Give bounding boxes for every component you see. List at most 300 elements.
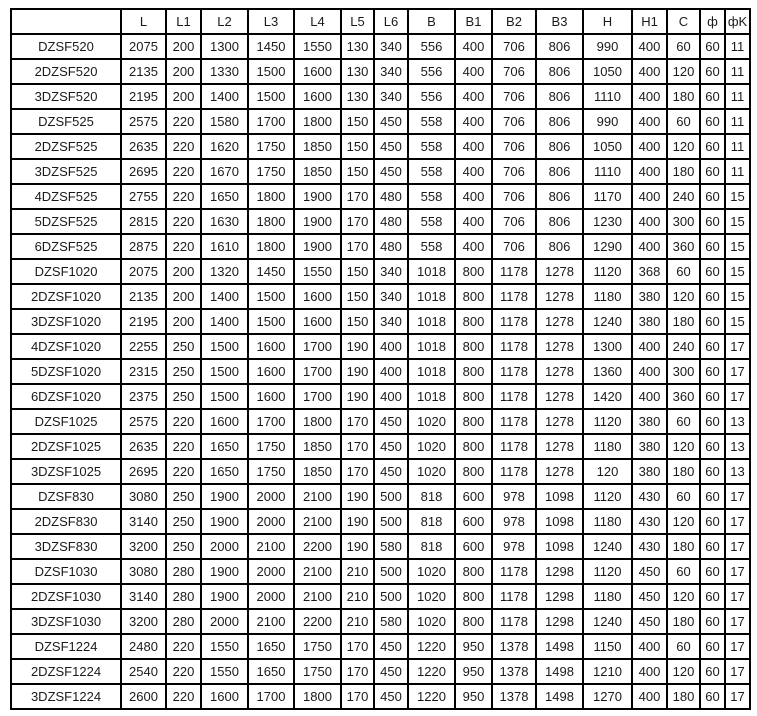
value-cell: 2100 — [248, 609, 294, 634]
value-cell: 60 — [700, 334, 725, 359]
value-cell: 600 — [455, 484, 492, 509]
value-cell: 1450 — [248, 259, 294, 284]
value-cell: 500 — [374, 559, 408, 584]
value-cell: 1378 — [492, 684, 536, 709]
value-cell: 450 — [374, 434, 408, 459]
value-cell: 806 — [536, 59, 583, 84]
value-cell: 1180 — [583, 284, 632, 309]
value-cell: 1400 — [201, 284, 248, 309]
table-row — [11, 184, 750, 209]
value-cell: 120 — [583, 459, 632, 484]
value-cell: 1650 — [201, 434, 248, 459]
value-cell: 1500 — [201, 384, 248, 409]
value-cell: 1180 — [583, 509, 632, 534]
value-cell: 1018 — [408, 384, 455, 409]
value-cell: 706 — [492, 34, 536, 59]
value-cell: 1600 — [248, 384, 294, 409]
value-cell: 400 — [455, 134, 492, 159]
value-cell: 1750 — [294, 659, 341, 684]
value-cell: 60 — [700, 34, 725, 59]
value-cell: 2575 — [121, 109, 166, 134]
value-cell: 220 — [166, 659, 201, 684]
value-cell: 1278 — [536, 409, 583, 434]
value-cell: 130 — [341, 59, 374, 84]
value-cell: 180 — [667, 534, 700, 559]
value-cell: 2695 — [121, 459, 166, 484]
value-cell: 380 — [632, 459, 667, 484]
value-cell: 1900 — [201, 509, 248, 534]
column-header: B — [408, 9, 455, 34]
value-cell: 17 — [725, 634, 750, 659]
value-cell: 400 — [632, 109, 667, 134]
value-cell: 400 — [374, 334, 408, 359]
value-cell: 130 — [341, 84, 374, 109]
value-cell: 400 — [632, 159, 667, 184]
value-cell: 2755 — [121, 184, 166, 209]
value-cell: 60 — [667, 634, 700, 659]
value-cell: 706 — [492, 209, 536, 234]
value-cell: 2480 — [121, 634, 166, 659]
value-cell: 220 — [166, 434, 201, 459]
value-cell: 1110 — [583, 84, 632, 109]
value-cell: 60 — [700, 459, 725, 484]
value-cell: 1098 — [536, 509, 583, 534]
value-cell: 280 — [166, 559, 201, 584]
value-cell: 1600 — [248, 359, 294, 384]
value-cell: 60 — [667, 559, 700, 584]
table-row — [11, 34, 750, 59]
value-cell: 240 — [667, 184, 700, 209]
value-cell: 1020 — [408, 459, 455, 484]
value-cell: 1650 — [201, 459, 248, 484]
value-cell: 1850 — [294, 134, 341, 159]
table-row — [11, 509, 750, 534]
value-cell: 1298 — [536, 559, 583, 584]
value-cell: 150 — [341, 109, 374, 134]
value-cell: 1298 — [536, 584, 583, 609]
table-row — [11, 234, 750, 259]
value-cell: 1178 — [492, 334, 536, 359]
value-cell: 11 — [725, 109, 750, 134]
value-cell: 1498 — [536, 634, 583, 659]
table-row — [11, 284, 750, 309]
value-cell: 1580 — [201, 109, 248, 134]
value-cell: 400 — [632, 684, 667, 709]
value-cell: 450 — [374, 659, 408, 684]
model-cell: 2DZSF1030 — [11, 584, 121, 609]
value-cell: 11 — [725, 84, 750, 109]
value-cell: 400 — [455, 234, 492, 259]
value-cell: 1900 — [201, 559, 248, 584]
value-cell: 1800 — [294, 409, 341, 434]
table-row — [11, 659, 750, 684]
value-cell: 400 — [632, 334, 667, 359]
value-cell: 2315 — [121, 359, 166, 384]
value-cell: 806 — [536, 159, 583, 184]
value-cell: 200 — [166, 59, 201, 84]
value-cell: 11 — [725, 134, 750, 159]
value-cell: 1750 — [248, 134, 294, 159]
value-cell: 400 — [632, 234, 667, 259]
value-cell: 2540 — [121, 659, 166, 684]
value-cell: 60 — [700, 359, 725, 384]
value-cell: 60 — [700, 284, 725, 309]
table-row — [11, 384, 750, 409]
column-header: H1 — [632, 9, 667, 34]
value-cell: 1600 — [294, 84, 341, 109]
value-cell: 800 — [455, 434, 492, 459]
value-cell: 120 — [667, 134, 700, 159]
value-cell: 1850 — [294, 459, 341, 484]
value-cell: 60 — [667, 409, 700, 434]
value-cell: 450 — [632, 609, 667, 634]
value-cell: 950 — [455, 659, 492, 684]
value-cell: 60 — [667, 34, 700, 59]
value-cell: 800 — [455, 334, 492, 359]
value-cell: 60 — [700, 559, 725, 584]
value-cell: 120 — [667, 659, 700, 684]
value-cell: 60 — [700, 259, 725, 284]
value-cell: 500 — [374, 484, 408, 509]
value-cell: 1500 — [248, 309, 294, 334]
value-cell: 1298 — [536, 609, 583, 634]
table-row — [11, 484, 750, 509]
value-cell: 180 — [667, 609, 700, 634]
value-cell: 1750 — [248, 434, 294, 459]
value-cell: 1900 — [201, 484, 248, 509]
value-cell: 2100 — [294, 584, 341, 609]
value-cell: 800 — [455, 259, 492, 284]
value-cell: 380 — [632, 409, 667, 434]
value-cell: 480 — [374, 234, 408, 259]
value-cell: 130 — [341, 34, 374, 59]
value-cell: 800 — [455, 459, 492, 484]
model-cell: 2DZSF1224 — [11, 659, 121, 684]
model-cell: DZSF830 — [11, 484, 121, 509]
value-cell: 450 — [374, 159, 408, 184]
value-cell: 280 — [166, 609, 201, 634]
value-cell: 558 — [408, 109, 455, 134]
value-cell: 380 — [632, 284, 667, 309]
value-cell: 1210 — [583, 659, 632, 684]
value-cell: 1498 — [536, 659, 583, 684]
value-cell: 1018 — [408, 334, 455, 359]
table-row — [11, 559, 750, 584]
table-row — [11, 59, 750, 84]
value-cell: 17 — [725, 559, 750, 584]
value-cell: 2635 — [121, 434, 166, 459]
value-cell: 1220 — [408, 659, 455, 684]
value-cell: 170 — [341, 184, 374, 209]
value-cell: 180 — [667, 84, 700, 109]
value-cell: 1300 — [583, 334, 632, 359]
value-cell: 1020 — [408, 409, 455, 434]
value-cell: 13 — [725, 434, 750, 459]
value-cell: 60 — [700, 184, 725, 209]
value-cell: 400 — [455, 34, 492, 59]
value-cell: 15 — [725, 234, 750, 259]
value-cell: 150 — [341, 159, 374, 184]
value-cell: 1400 — [201, 84, 248, 109]
value-cell: 17 — [725, 584, 750, 609]
value-cell: 1120 — [583, 259, 632, 284]
value-cell: 600 — [455, 509, 492, 534]
value-cell: 60 — [700, 309, 725, 334]
value-cell: 1110 — [583, 159, 632, 184]
model-cell: 2DZSF1020 — [11, 284, 121, 309]
value-cell: 806 — [536, 234, 583, 259]
value-cell: 3080 — [121, 559, 166, 584]
value-cell: 60 — [700, 684, 725, 709]
value-cell: 1240 — [583, 534, 632, 559]
value-cell: 380 — [632, 434, 667, 459]
column-header: L — [121, 9, 166, 34]
value-cell: 190 — [341, 334, 374, 359]
value-cell: 220 — [166, 409, 201, 434]
value-cell: 978 — [492, 534, 536, 559]
value-cell: 400 — [632, 659, 667, 684]
value-cell: 556 — [408, 34, 455, 59]
value-cell: 1120 — [583, 409, 632, 434]
value-cell: 430 — [632, 534, 667, 559]
model-cell: 6DZSF1020 — [11, 384, 121, 409]
value-cell: 1050 — [583, 59, 632, 84]
value-cell: 1450 — [248, 34, 294, 59]
value-cell: 1600 — [201, 409, 248, 434]
value-cell: 1278 — [536, 334, 583, 359]
model-cell: 3DZSF1030 — [11, 609, 121, 634]
value-cell: 250 — [166, 534, 201, 559]
model-cell: DZSF1020 — [11, 259, 121, 284]
value-cell: 2695 — [121, 159, 166, 184]
value-cell: 1120 — [583, 559, 632, 584]
value-cell: 706 — [492, 134, 536, 159]
value-cell: 706 — [492, 234, 536, 259]
value-cell: 1020 — [408, 559, 455, 584]
value-cell: 2000 — [201, 609, 248, 634]
column-header: C — [667, 9, 700, 34]
value-cell: 400 — [455, 184, 492, 209]
value-cell: 120 — [667, 509, 700, 534]
value-cell: 818 — [408, 509, 455, 534]
value-cell: 1498 — [536, 684, 583, 709]
value-cell: 1178 — [492, 384, 536, 409]
value-cell: 556 — [408, 59, 455, 84]
value-cell: 706 — [492, 184, 536, 209]
table-row — [11, 684, 750, 709]
value-cell: 2195 — [121, 84, 166, 109]
value-cell: 1550 — [201, 659, 248, 684]
value-cell: 1500 — [248, 284, 294, 309]
value-cell: 950 — [455, 684, 492, 709]
value-cell: 1750 — [294, 634, 341, 659]
value-cell: 60 — [700, 84, 725, 109]
value-cell: 1850 — [294, 159, 341, 184]
value-cell: 220 — [166, 109, 201, 134]
value-cell: 1320 — [201, 259, 248, 284]
value-cell: 60 — [700, 409, 725, 434]
table-row — [11, 634, 750, 659]
column-header: L2 — [201, 9, 248, 34]
value-cell: 1120 — [583, 484, 632, 509]
value-cell: 180 — [667, 459, 700, 484]
value-cell: 3140 — [121, 584, 166, 609]
value-cell: 170 — [341, 659, 374, 684]
value-cell: 13 — [725, 409, 750, 434]
value-cell: 60 — [700, 134, 725, 159]
model-cell: 3DZSF1224 — [11, 684, 121, 709]
value-cell: 60 — [700, 659, 725, 684]
value-cell: 1500 — [248, 84, 294, 109]
value-cell: 2100 — [294, 509, 341, 534]
value-cell: 1178 — [492, 459, 536, 484]
value-cell: 1610 — [201, 234, 248, 259]
value-cell: 1700 — [248, 684, 294, 709]
value-cell: 210 — [341, 559, 374, 584]
value-cell: 2375 — [121, 384, 166, 409]
value-cell: 1220 — [408, 684, 455, 709]
value-cell: 558 — [408, 159, 455, 184]
value-cell: 1800 — [248, 209, 294, 234]
value-cell: 1900 — [294, 209, 341, 234]
value-cell: 450 — [374, 459, 408, 484]
value-cell: 400 — [632, 209, 667, 234]
value-cell: 60 — [667, 109, 700, 134]
value-cell: 1178 — [492, 409, 536, 434]
value-cell: 1278 — [536, 384, 583, 409]
value-cell: 17 — [725, 359, 750, 384]
value-cell: 17 — [725, 534, 750, 559]
value-cell: 430 — [632, 509, 667, 534]
table-body — [11, 34, 750, 709]
value-cell: 2195 — [121, 309, 166, 334]
value-cell: 1290 — [583, 234, 632, 259]
value-cell: 1270 — [583, 684, 632, 709]
dimensions-spec-table — [10, 8, 751, 710]
value-cell: 250 — [166, 509, 201, 534]
value-cell: 2635 — [121, 134, 166, 159]
value-cell: 1020 — [408, 584, 455, 609]
value-cell: 15 — [725, 259, 750, 284]
value-cell: 1330 — [201, 59, 248, 84]
value-cell: 17 — [725, 684, 750, 709]
value-cell: 200 — [166, 84, 201, 109]
value-cell: 580 — [374, 534, 408, 559]
value-cell: 556 — [408, 84, 455, 109]
value-cell: 2075 — [121, 34, 166, 59]
value-cell: 1650 — [248, 634, 294, 659]
table-row — [11, 534, 750, 559]
value-cell: 806 — [536, 209, 583, 234]
value-cell: 190 — [341, 534, 374, 559]
value-cell: 558 — [408, 184, 455, 209]
value-cell: 1020 — [408, 434, 455, 459]
value-cell: 1500 — [201, 334, 248, 359]
value-cell: 60 — [700, 234, 725, 259]
value-cell: 11 — [725, 159, 750, 184]
column-header: H — [583, 9, 632, 34]
value-cell: 340 — [374, 59, 408, 84]
value-cell: 800 — [455, 284, 492, 309]
value-cell: 2000 — [248, 584, 294, 609]
value-cell: 1550 — [294, 259, 341, 284]
value-cell: 340 — [374, 284, 408, 309]
value-cell: 818 — [408, 484, 455, 509]
value-cell: 220 — [166, 134, 201, 159]
value-cell: 190 — [341, 509, 374, 534]
value-cell: 1018 — [408, 359, 455, 384]
value-cell: 150 — [341, 309, 374, 334]
value-cell: 368 — [632, 259, 667, 284]
value-cell: 1378 — [492, 634, 536, 659]
value-cell: 990 — [583, 109, 632, 134]
value-cell: 170 — [341, 634, 374, 659]
value-cell: 1500 — [248, 59, 294, 84]
value-cell: 200 — [166, 259, 201, 284]
value-cell: 17 — [725, 659, 750, 684]
value-cell: 450 — [374, 634, 408, 659]
value-cell: 430 — [632, 484, 667, 509]
value-cell: 250 — [166, 484, 201, 509]
value-cell: 60 — [700, 159, 725, 184]
value-cell: 1600 — [294, 309, 341, 334]
value-cell: 1620 — [201, 134, 248, 159]
value-cell: 2575 — [121, 409, 166, 434]
column-header: L3 — [248, 9, 294, 34]
value-cell: 400 — [455, 59, 492, 84]
value-cell: 800 — [455, 584, 492, 609]
value-cell: 1018 — [408, 309, 455, 334]
value-cell: 2200 — [294, 534, 341, 559]
value-cell: 800 — [455, 409, 492, 434]
value-cell: 15 — [725, 209, 750, 234]
value-cell: 220 — [166, 634, 201, 659]
value-cell: 150 — [341, 284, 374, 309]
value-cell: 17 — [725, 509, 750, 534]
value-cell: 60 — [700, 634, 725, 659]
column-header: L4 — [294, 9, 341, 34]
value-cell: 340 — [374, 259, 408, 284]
value-cell: 1180 — [583, 434, 632, 459]
model-cell: 2DZSF525 — [11, 134, 121, 159]
value-cell: 3200 — [121, 609, 166, 634]
value-cell: 3200 — [121, 534, 166, 559]
value-cell: 800 — [455, 559, 492, 584]
table-row — [11, 259, 750, 284]
value-cell: 1400 — [201, 309, 248, 334]
value-cell: 240 — [667, 334, 700, 359]
value-cell: 1360 — [583, 359, 632, 384]
value-cell: 220 — [166, 209, 201, 234]
value-cell: 400 — [374, 384, 408, 409]
value-cell: 1650 — [201, 184, 248, 209]
value-cell: 1170 — [583, 184, 632, 209]
value-cell: 500 — [374, 509, 408, 534]
value-cell: 360 — [667, 234, 700, 259]
value-cell: 2100 — [248, 534, 294, 559]
value-cell: 558 — [408, 234, 455, 259]
value-cell: 2875 — [121, 234, 166, 259]
value-cell: 15 — [725, 309, 750, 334]
value-cell: 1178 — [492, 434, 536, 459]
value-cell: 220 — [166, 459, 201, 484]
value-cell: 1178 — [492, 259, 536, 284]
value-cell: 400 — [455, 209, 492, 234]
value-cell: 1278 — [536, 434, 583, 459]
value-cell: 1700 — [248, 109, 294, 134]
value-cell: 11 — [725, 34, 750, 59]
value-cell: 3140 — [121, 509, 166, 534]
